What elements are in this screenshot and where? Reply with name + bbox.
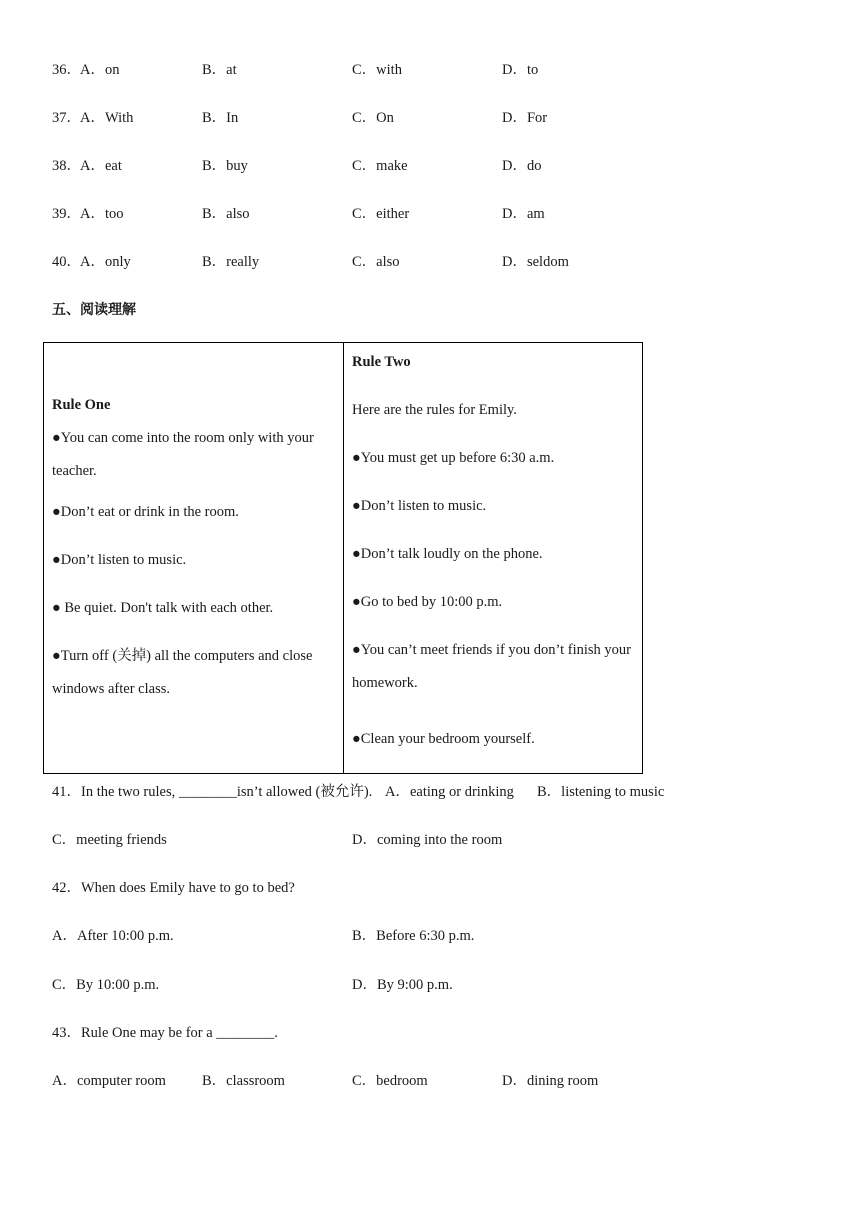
option-d: D．coming into the room [352,832,503,848]
rule-two-item: ●Don’t listen to music. [352,498,487,514]
option-d: D．to [502,62,539,78]
option-c: C．with [352,62,402,78]
option-c: C．also [352,254,400,270]
rule-one-title: Rule One [52,396,111,413]
option-c: C．meeting friends [52,832,167,848]
rule-two-item: ●Don’t talk loudly on the phone. [352,546,543,562]
option-b: B．listening to music [537,784,665,800]
question-number: 39． [52,206,81,222]
option-c: C．bedroom [352,1073,428,1089]
option-b: B．buy [202,158,248,174]
option-d: D．dining room [502,1073,599,1089]
option-a: A．eat [80,158,122,174]
rule-two-intro: Here are the rules for Emily. [352,402,517,418]
option-d: D．do [502,158,542,174]
option-c: C．On [352,110,394,126]
rule-one-item: ●Don’t eat or drink in the room. [52,503,239,520]
rule-two-item: ●Clean your bedroom yourself. [352,731,535,747]
option-a: A．With [80,110,134,126]
option-d: D．am [502,206,545,222]
option-a: A．After 10:00 p.m. [52,928,174,944]
rule-one-item: ●Turn off (关掉) all the computers and close windows after class. [52,647,313,697]
option-b: B．also [202,206,250,222]
option-a: A．too [80,206,124,222]
option-d: D．For [502,110,548,126]
option-a: A．eating or drinking [385,784,514,800]
question-number: 37． [52,110,81,126]
option-d: D．By 9:00 p.m. [352,977,453,993]
rule-two-item: ●You can’t meet friends if you don’t finish your homework. [352,642,631,691]
option-b: B．at [202,62,237,78]
question-stem: 41．In the two rules, ________isn’t allowed (被允许). [52,784,373,800]
rule-one-item: ●You can come into the room only with your teacher. [52,429,314,479]
option-c: C．make [352,158,408,174]
question-number: 36． [52,62,81,78]
question-number: 40． [52,254,81,270]
rule-one-item: ●Don’t listen to music. [52,551,187,568]
rule-two-item: ●You must get up before 6:30 a.m. [352,450,555,466]
section-heading: 五、阅读理解 [52,302,136,318]
question-stem: 42．When does Emily have to go to bed? [52,880,295,896]
option-d: D．seldom [502,254,569,270]
rule-one-cell [44,343,344,774]
option-b: B．In [202,110,239,126]
option-a: A．only [80,254,131,270]
option-c: C．either [352,206,410,222]
question-number: 38． [52,158,81,174]
rules-table [43,342,643,774]
rule-two-cell [344,343,643,774]
rule-two-item: ●Go to bed by 10:00 p.m. [352,594,503,610]
rule-two-title: Rule Two [352,354,411,370]
option-b: B．Before 6:30 p.m. [352,928,475,944]
option-a: A．on [80,62,120,78]
option-c: C．By 10:00 p.m. [52,977,160,993]
option-b: B．really [202,254,260,270]
question-stem: 43．Rule One may be for a ________. [52,1025,278,1041]
rule-one-item: ● Be quiet. Don't talk with each other. [52,599,274,616]
option-b: B．classroom [202,1073,285,1089]
option-a: A．computer room [52,1073,166,1089]
